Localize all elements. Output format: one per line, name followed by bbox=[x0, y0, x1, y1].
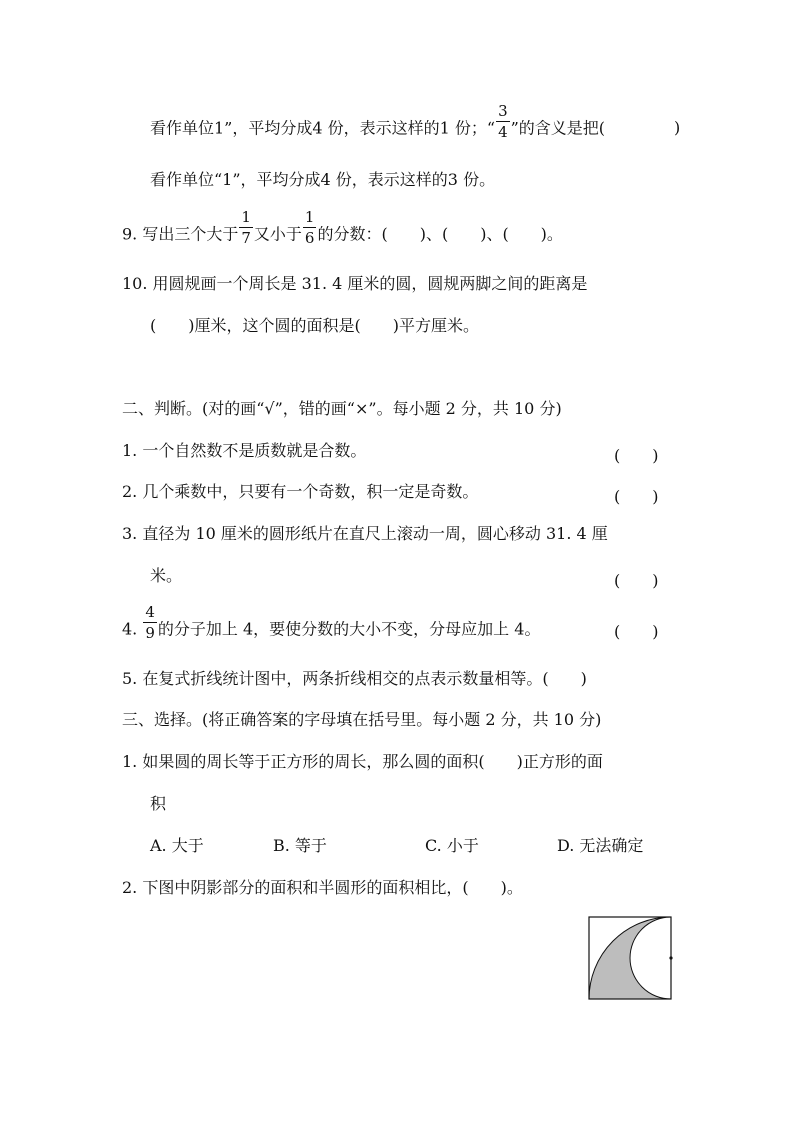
judge-item-4 bbox=[122, 603, 541, 642]
choice-1-option-c: C. 小于 bbox=[425, 836, 479, 855]
judge-answer-2: ( ) bbox=[614, 487, 659, 506]
section-3-title: 三、选择。(将正确答案的字母填在括号里。每小题 2 分，共 10 分) bbox=[122, 710, 602, 729]
choice-1-option-a: A. 大于 bbox=[150, 836, 204, 855]
fraction-3-4 bbox=[496, 104, 510, 140]
q9-text-c: 的分数：( )、( )、( )。 bbox=[317, 224, 563, 244]
choice-1-option-b: B. 等于 bbox=[273, 836, 327, 855]
q10-line2: ( )厘米，这个圆的面积是( )平方厘米。 bbox=[150, 316, 479, 335]
judge-item-1: 1. 一个自然数不是质数就是合数。 bbox=[122, 441, 367, 460]
choice-1-option-d: D. 无法确定 bbox=[557, 836, 644, 855]
semicircle-center-dot bbox=[669, 956, 672, 959]
fraction-1-6 bbox=[303, 210, 317, 246]
judge-item-5: 5. 在复式折线统计图中，两条折线相交的点表示数量相等。( ) bbox=[122, 669, 587, 688]
choice-item-1-line1: 1. 如果圆的周长等于正方形的周长，那么圆的面积( )正方形的面 bbox=[122, 752, 603, 771]
choice-item-2: 2. 下图中阴影部分的面积和半圆形的面积相比，( )。 bbox=[122, 878, 523, 897]
judge-item-3-line1: 3. 直径为 10 厘米的圆形纸片在直尺上滚动一周，圆心移动 31. 4 厘 bbox=[122, 524, 608, 543]
q8-line2: 看作单位“1”，平均分成4 份，表示这样的3 份。 bbox=[150, 170, 496, 189]
fraction-numerator: 3 bbox=[498, 102, 508, 120]
judge-item-4-text: 的分子加上 4，要使分数的大小不变，分母应加上 4。 bbox=[157, 619, 541, 639]
q10-line1: 10. 用圆规画一个周长是 31. 4 厘米的圆，圆规两脚之间的距离是 bbox=[122, 274, 588, 293]
fraction-numerator: 1 bbox=[241, 208, 251, 226]
fraction-1-7 bbox=[239, 210, 253, 246]
shaded-region-figure bbox=[586, 914, 674, 1002]
fraction-numerator: 1 bbox=[304, 208, 315, 226]
fraction-denominator: 7 bbox=[241, 229, 251, 247]
fraction-denominator: 6 bbox=[304, 229, 315, 247]
judge-item-3-line2: 米。 bbox=[150, 566, 183, 585]
fraction-4-9 bbox=[143, 605, 157, 641]
q8-answer-close: ) bbox=[674, 118, 681, 137]
judge-item-4-number: 4. bbox=[122, 619, 138, 639]
section-2-title: 二、判断。(对的画“√”，错的画“×”。每小题 2 分，共 10 分) bbox=[122, 399, 562, 418]
q8-line1 bbox=[150, 102, 606, 141]
choice-item-1-line2: 积 bbox=[150, 794, 167, 813]
q8-line1-text-b: ”的含义是把( bbox=[510, 118, 606, 138]
q8-line1-text-a: 看作单位1”，平均分成4 份，表示这样的1 份；“ bbox=[150, 118, 496, 138]
q9-text-a: 9. 写出三个大于 bbox=[122, 224, 239, 244]
fraction-denominator: 9 bbox=[145, 624, 155, 642]
q9-text-b: 又小于 bbox=[253, 224, 302, 244]
fraction-numerator: 4 bbox=[145, 603, 155, 621]
fraction-denominator: 4 bbox=[498, 123, 508, 141]
judge-answer-3: ( ) bbox=[614, 571, 659, 590]
judge-answer-1: ( ) bbox=[614, 446, 659, 465]
q9 bbox=[122, 208, 563, 247]
judge-answer-4: ( ) bbox=[614, 622, 659, 641]
shaded-region bbox=[589, 917, 671, 999]
judge-item-2: 2. 几个乘数中，只要有一个奇数，积一定是奇数。 bbox=[122, 482, 479, 501]
